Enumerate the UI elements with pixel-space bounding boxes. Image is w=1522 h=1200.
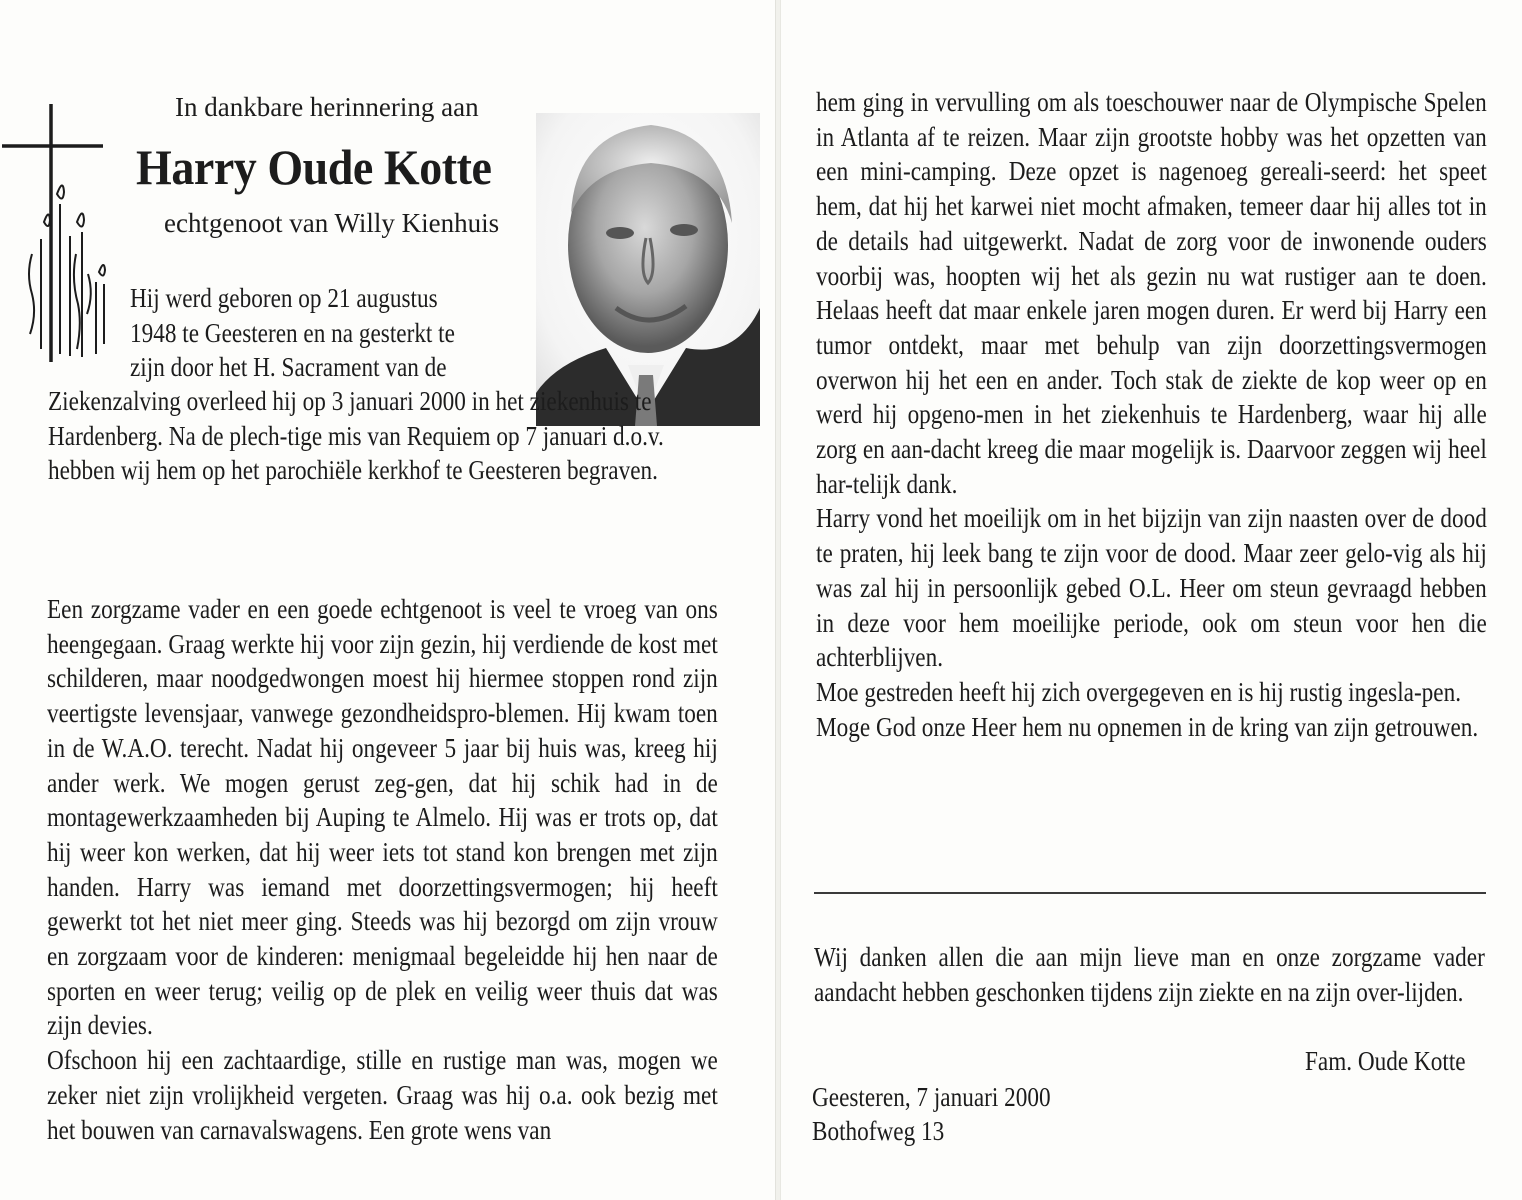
intro-continuation (48, 384, 727, 488)
intro-continuation-text: Ziekenzalving overleed hij op 3 januari 2000 in het ziekenhuis te Hardenberg. Na de plech-tige mis van Requiem op 7 januari d.o.v. hebben wij hem op het parochiële kerkhof te Geesteren begraven. (48, 386, 664, 486)
address: Bothofweg 13 (812, 1116, 945, 1146)
thanks-paragraph: Wij danken allen die aan mijn lieve man en onze zorgzame vader aandacht hebben geschonken tijdens zijn ziekte en na zijn over-lijden. (814, 942, 1485, 1007)
deceased-name: Harry Oude Kotte (136, 139, 492, 195)
cross-icon (2, 104, 103, 362)
paragraph: Ofschoon hij een zachtaardige, stille en rustige man was, mogen we zeker niet zijn vrolijkheid vergeten. Graag was hij o.a. ook bezig met het bouwen van carnavalswagens. Een grote wens van (47, 1045, 718, 1145)
cross-candles-icon (0, 104, 120, 366)
place-date: Geesteren, 7 januari 2000 (812, 1082, 1051, 1112)
spouse-line: echtgenoot van Willy Kienhuis (164, 208, 500, 238)
left-main-text (47, 592, 718, 1147)
paragraph: Moge God onze Heer hem nu opnemen in de kring van zijn getrouwen. (816, 711, 1479, 742)
dedication-header: In dankbare herinnering aan (175, 92, 479, 122)
intro-line: Hij werd geboren op 21 augustus (130, 283, 438, 313)
paragraph: hem ging in vervulling om als toeschouwer naar de Olympische Spelen in Atlanta af te reizen. Maar zijn grootste hobby was het opzetten van een mini-camping. Deze opzet is nagenoeg gereali-seerd: het speet hem, dat hij het karwei niet mocht afmaken, temeer daar hij alles tot in de details had uitgewerkt. Nadat de zorg voor de inwonende ouders voorbij was, hoopten wij het als gezin nu wat rustiger aan te doen. Helaas heeft dat maar enkele jaren mogen duren. Er werd bij Harry een tumor ontdekt, maar met behulp van zijn doorzettingsvermogen overwon hij het een en ander. Toch stak de ziekte de kop weer op en werd hij opgeno-men in het ziekenhuis te Hardenberg, waar hij alle zorg en aan-dacht kreeg die maar mogelijk is. Daarvoor zeggen wij heel har-telijk dank. (816, 87, 1487, 499)
family-signature: Fam. Oude Kotte (1305, 1046, 1466, 1076)
portrait-photo (536, 113, 760, 426)
paragraph: Een zorgzame vader en een goede echtgenoot is veel te vroeg van ons heengegaan. Graag werkte hij voor zijn gezin, hij verdiende de kost met schilderen, maar noodgedwongen moest hij hiermee stoppen rond zijn veertigste levensjaar, vanwege gezondheidspro-blemen. Hij kwam toen in de W.A.O. terecht. Nadat hij ongeveer 5 jaar bij huis was, kreeg hij ander werk. We mogen gerust zeg-gen, dat hij schik had in de montagewerkzaamheden bij Auping te Almelo. Hij was er trots op, dat hij weer kon werken, dat hij weer iets tot stand kon brengen met zijn handen. Harry was iemand met doorzettingsvermogen; hij heeft gewerkt tot het niet meer ging. Steeds was hij bezorgd om zijn vrouw en zorgzaam voor de kinderen: menigmaal begeleidde hij hen naar de sporten en weer terug; veilig op de plek en veilig weer thuis dat was zijn devies. (47, 594, 718, 1041)
thanks-text (814, 940, 1485, 1009)
candles-icon (29, 185, 105, 357)
paragraph: Moe gestreden heeft hij zich overgegeven en is hij rustig ingesla-pen. (816, 676, 1462, 707)
intro-line: zijn door het H. Sacrament van de (130, 352, 447, 383)
right-main-text (816, 85, 1487, 744)
paragraph: Harry vond het moeilijk om in het bijzijn van zijn naasten over de dood te praten, hij leek bang te zijn voor de dood. Maar zeer gelo-vig als hij was zal hij in persoonlijk gebed O.L. Heer om steun gevraagd hebben in deze voor hem moeilijke periode, ook om steun voor hen die achterblijven. (816, 503, 1487, 673)
intro-lines (130, 281, 455, 385)
separator-rule (814, 892, 1486, 894)
intro-line: 1948 te Geesteren en na gesterkt te (130, 317, 455, 348)
place-date-block (812, 1080, 1051, 1148)
